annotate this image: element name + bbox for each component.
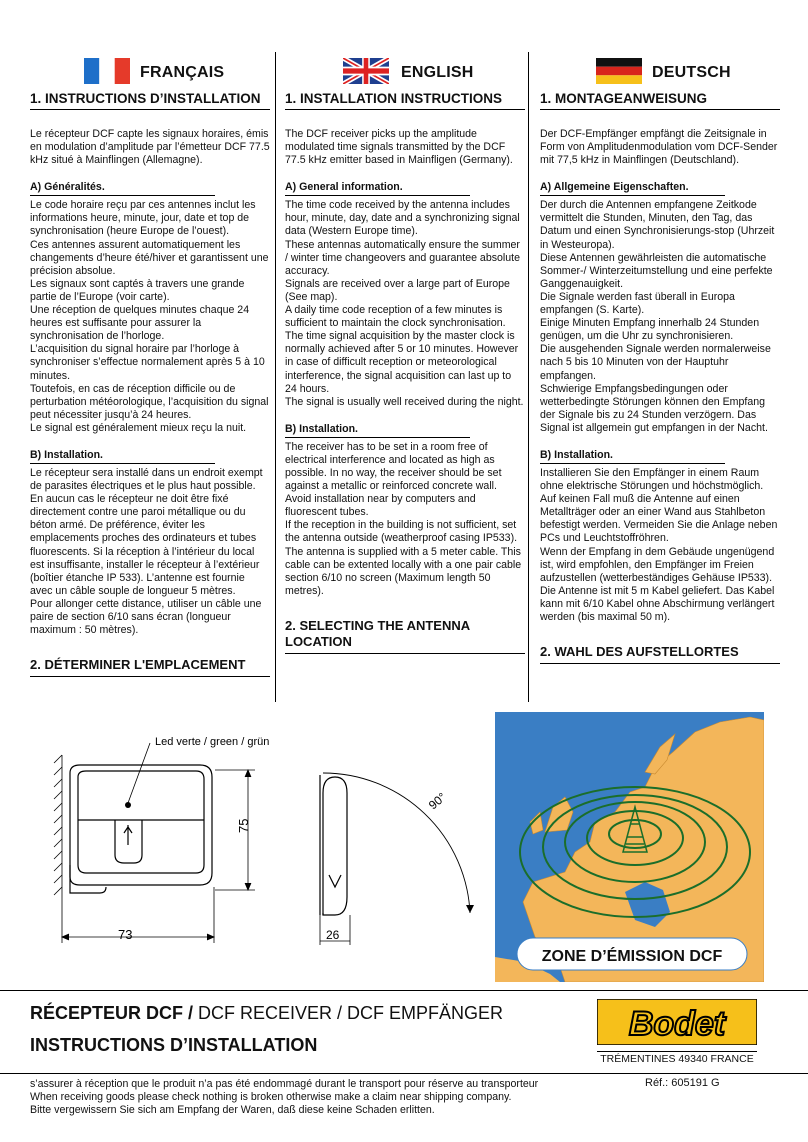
- subsection-body: The time code received by the antenna includes hour, minute, day, date and a synchronizing signal data (Western Europe time). These antennas automatically ensure the summer / winter time changeovers and guarantee absolute accuracy. Signals are received over a large part of Europe (See map). A daily time code reception of a few minutes is sufficient to maintain the clock synchronisation. The time signal acquisition by the master clock is normally achieved after 5 or 10 minutes. However in case of difficult reception or meteorological interference, the signal acquisition can last up to 24 hours. The signal is usually well received during the night.: [285, 199, 524, 408]
- product-title-rest: DCF RECEIVER / DCF EMPFÄNGER: [193, 1003, 504, 1023]
- section-title: 2. DÉTERMINER L'EMPLACEMENT: [30, 657, 270, 677]
- language-header: [30, 52, 270, 88]
- shipping-notes: [30, 1078, 538, 1117]
- section-title: 1. INSTALLATION INSTRUCTIONS: [285, 88, 525, 110]
- dimension-width: [62, 887, 214, 943]
- language-name: ENGLISH: [401, 64, 474, 81]
- rotation-arc: [323, 773, 470, 913]
- subsection-title: B) Installation.: [285, 423, 470, 438]
- subsection-title: B) Installation.: [540, 449, 725, 464]
- brand-name: Bodet: [628, 1005, 726, 1043]
- subsection-body: Le récepteur sera installé dans un endroit exempt de parasites électriques et le plus haut possible. En aucun cas le récepteur ne doit être fixé directement contre une paroi métallique ou du béton armé. De préférence, éviter les emplacements proches des ordinateurs et tubes fluorescents. Si la réception à l’intérieur du local est insuffisante, installer le récepteur à l’extérieur (boîtier étanche IP 533). L’antenne est fournie avec un câble souple de longueur 5 mètres. Pour allonger cette distance, utiliser un câble une paire de section 6/10 sans écran (longueur maximum : 50 mètres).: [30, 466, 263, 637]
- subsection-title: A) General information.: [285, 181, 470, 196]
- dimension-depth-label: 26: [326, 928, 340, 942]
- language-header: [285, 52, 525, 88]
- language-name: FRANÇAIS: [140, 64, 225, 81]
- uk-flag-icon: [343, 58, 389, 84]
- document-subtitle: INSTRUCTIONS D’INSTALLATION: [30, 1035, 318, 1055]
- column-french: [30, 52, 270, 677]
- language-header: [540, 52, 780, 88]
- receiver-technical-drawing: [40, 715, 490, 955]
- dimension-width-label: 73: [118, 927, 133, 942]
- subsection-body: Installieren Sie den Empfänger in einem Raum ohne elektrische Störungen und höchstmöglich. Auf keinen Fall muß die Antenne auf einen Metallträger oder an einer Wand aus Stahlbeton befestigt werden. Vermeiden Sie die Anlage neben PCs und Leuchtstoffröhren. Wenn der Empfang in dem Gebäude ungenügend ist, wird empfohlen, den Empfänger im Freien aufzustellen (wetterbeständiges Gehäuse IP533). Die Antenne ist mit 5 m Kabel geliefert. Das Kabel kann mit 6/10 Kabel ohne Abschirmung verlängert werden (bis maximal 50 m).: [540, 466, 778, 623]
- shipping-note-de: Bitte vergewissern Sie sich am Empfang der Waren, daß diese keine Schaden erlitten.: [30, 1104, 435, 1116]
- subsection-body: Der durch die Antennen empfangene Zeitkode vermittelt die Stunden, Minuten, den Tag, das Datum und einen Synchronisierungs-stop (Uhrzeit in Westeuropa). Diese Antennen gewährleisten die automatische Sommer-/ Winterzeitumstellung und eine perfekte Ganggenauigkeit. Die Signale werden fast überall in Europa empfangen (S. Karte). Einige Minuten Empfang innerhalb 24 Stunden genügen, um die Uhr zu synchronisieren. Die ausgehenden Signale werden normalerweise nach 5 bis 10 Minuten von der Hauptuhr empfangen. Schwierige Empfangsbedingungen oder wetterbedingte Störungen können den Empfang der Signale bis zu 24 Stunden verzögern. Das Signal ist allgemein gut empfangen in der Nacht.: [540, 199, 775, 434]
- document-reference: Réf.: 605191 G: [645, 1077, 720, 1089]
- company-address: TRÉMENTINES 49340 FRANCE: [597, 1051, 757, 1065]
- led-label: Led verte / green / grün: [155, 736, 270, 748]
- column-divider: [275, 52, 276, 702]
- wall-hatch: [54, 755, 62, 895]
- column-english: [285, 52, 525, 654]
- france-flag-icon: [84, 58, 130, 84]
- germany-flag-icon: [596, 58, 642, 84]
- shipping-note-en: When receiving goods please check nothing is broken otherwise make a claim near shipping company.: [30, 1091, 512, 1103]
- product-title-bold: RÉCEPTEUR DCF /: [30, 1003, 194, 1023]
- angle-label: 90°: [425, 789, 449, 813]
- section-title: 1. INSTRUCTIONS D’INSTALLATION: [30, 88, 270, 110]
- section-title: 2. SELECTING THE ANTENNA LOCATION: [285, 618, 525, 654]
- subsection-title: B) Installation.: [30, 449, 215, 464]
- column-divider: [528, 52, 529, 702]
- subsection-body: The receiver has to be set in a room free of electrical interference and located as high as possible. In no way, the receiver should be set against a metallic or reinforced concrete wall. Avoid installation near by computers and fluorescent tubes. If the reception in the building is not sufficient, set the antenna outside (weatherproof casing IP533). The antenna is supplied with a 5 meter cable. This cable can be extented locally with a one pair cable section 6/10 no screen (Maximum length 50 metres).: [285, 440, 522, 597]
- intro-paragraph: Le récepteur DCF capte les signaux horaires, émis en modulation d’amplitude par l’émetteur DCF 77.5 kHz situé à Mainflingen (Allemagne).: [30, 128, 270, 167]
- section-title: 1. MONTAGEANWEISUNG: [540, 88, 780, 110]
- zone-label: ZONE D’ÉMISSION DCF: [541, 948, 723, 965]
- column-german: [540, 52, 780, 664]
- subsection-title: A) Généralités.: [30, 181, 215, 196]
- receiver-side-view: [320, 775, 347, 915]
- intro-paragraph: The DCF receiver picks up the amplitude modulated time signals transmitted by the DCF 77.5 kHz emitter based in Mainfligen (Germany).: [285, 128, 513, 167]
- subsection-title: A) Allgemeine Eigenschaften.: [540, 181, 725, 196]
- dimension-height-label: 75: [236, 818, 251, 833]
- bodet-logo: [597, 999, 757, 1045]
- subsection-body: Le code horaire reçu par ces antennes inclut les informations heure, minute, jour, date et top de synchronisation (heure Europe de l’ouest). Ces antennes assurent automatiquement les changements d’heure été/hiver et garantissent une précision absolue. Les signaux sont captés à travers une grande partie de l’Europe (voir carte). Une réception de quelques minutes chaque 24 heures est suffisante pour assurer la synchronisation de l’horloge. L’acquisition du signal horaire par l’horloge à synchroniser s’effectue normalement après 5 à 10 minutes. Toutefois, en cas de réception difficile ou de perturbation météorologique, l’acquisition du signal peut nécessiter jusqu’à 24 heures. Le signal est généralement mieux reçu la nuit.: [30, 199, 269, 434]
- section-title: 2. WAHL DES AUFSTELLORTES: [540, 644, 780, 664]
- shipping-note-fr: s’assurer à réception que le produit n’a pas été endommagé durant le transport pour réserve au transporteur: [30, 1078, 539, 1090]
- footer-title-block: [0, 990, 808, 1074]
- product-title: [30, 1003, 503, 1024]
- receiver-front-view: [70, 765, 212, 893]
- europe-coverage-map: [495, 712, 764, 982]
- language-name: DEUTSCH: [652, 64, 731, 81]
- intro-paragraph: Der DCF-Empfänger empfängt die Zeitsignale in Form von Amplitudenmodulation vom DCF-Sender mit 77,5 kHz in Mainflingen (Deutschland).: [540, 128, 778, 167]
